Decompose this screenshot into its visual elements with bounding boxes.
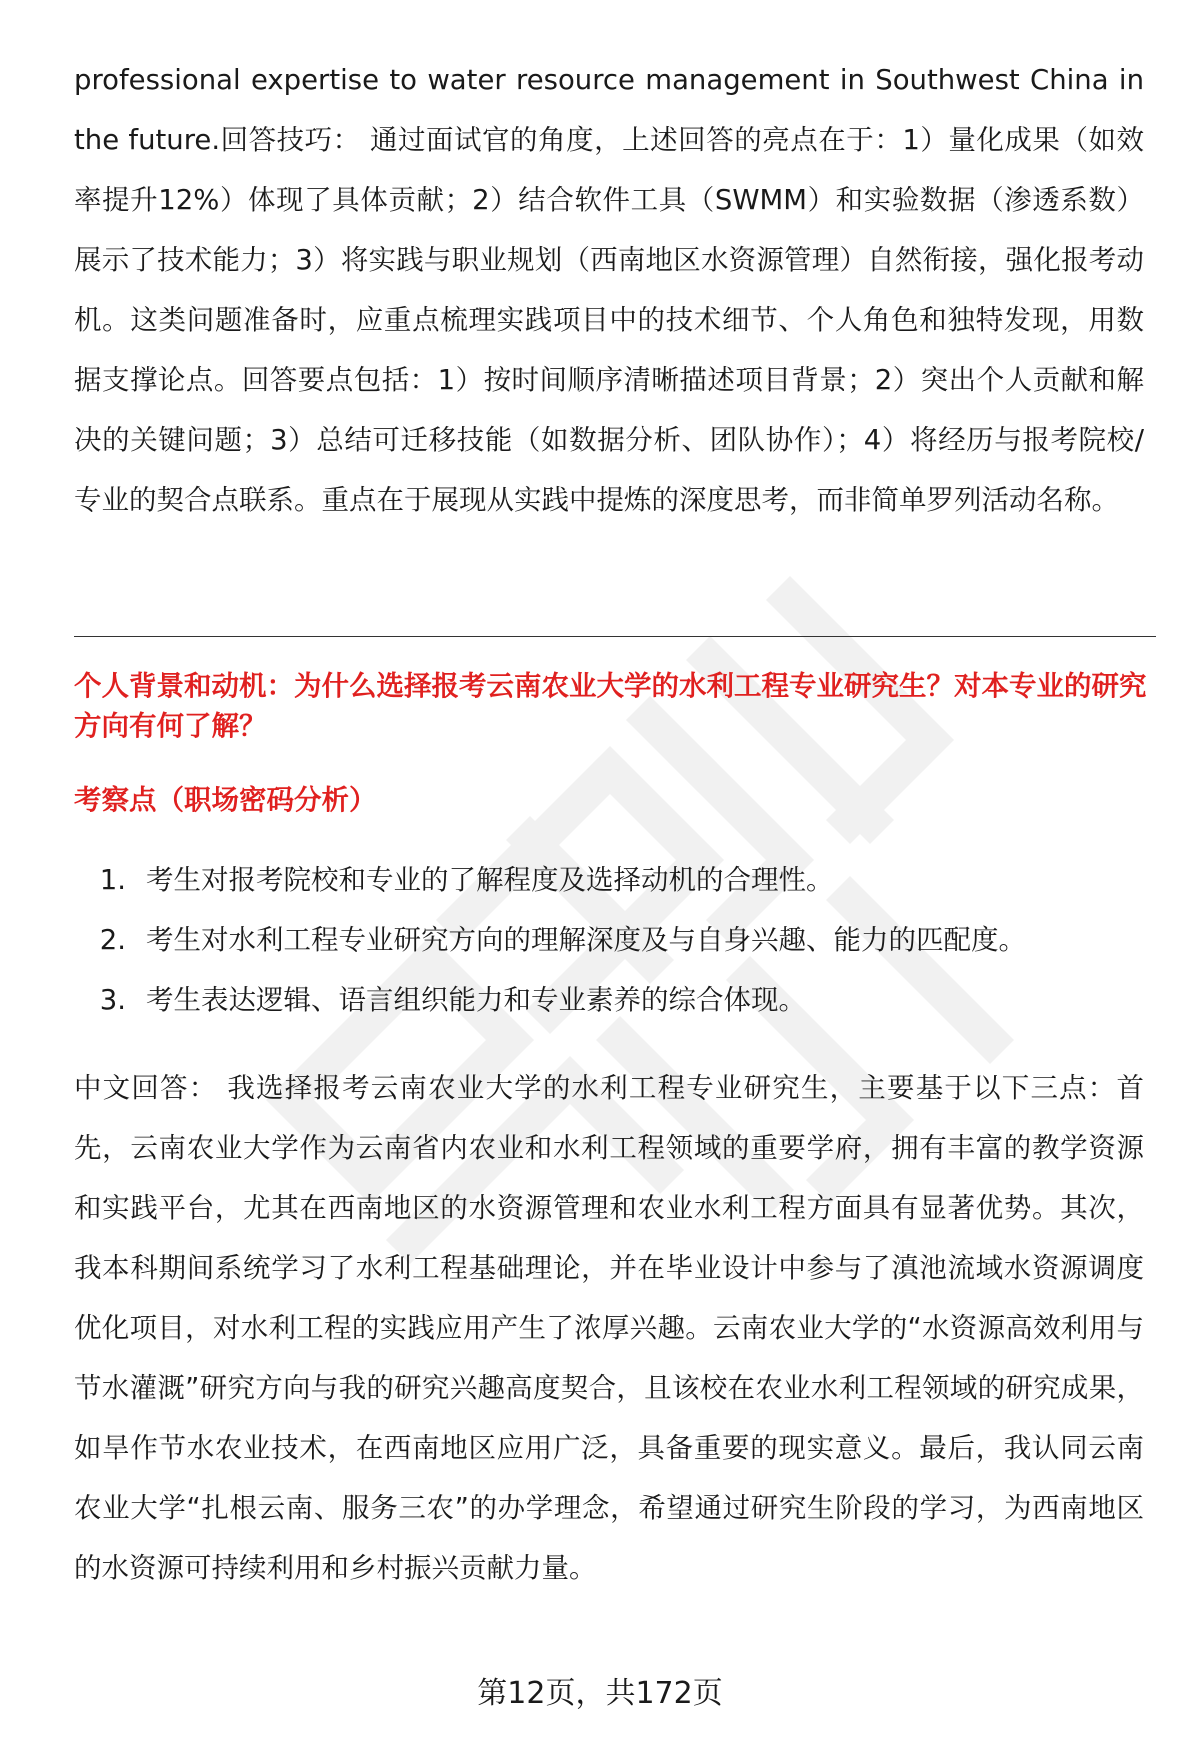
list-item-number: 1. — [99, 864, 126, 896]
list-item — [74, 970, 1156, 1030]
assessment-points-list — [74, 850, 1156, 1030]
list-item-text: 考生对报考院校和专业的了解程度及选择动机的合理性。 — [146, 864, 834, 896]
page-number-footer: 第12页，共172页 — [477, 1676, 723, 1711]
assessment-points-heading: 考察点（职场密码分析） — [74, 784, 377, 816]
question-heading: 个人背景和动机：为什么选择报考云南农业大学的水利工程专业研究生？对本专业的研究方向有何了解？ — [74, 670, 1147, 742]
section-divider — [74, 636, 1156, 637]
list-item-text: 考生表达逻辑、语言组织能力和专业素养的综合体现。 — [146, 984, 806, 1016]
list-item-text: 考生对水利工程专业研究方向的理解深度及与自身兴趣、能力的匹配度。 — [146, 924, 1026, 956]
answer-paragraph: 中文回答： 我选择报考云南农业大学的水利工程专业研究生，主要基于以下三点：首先，云南农业大学作为云南省内农业和水利工程领域的重要学府，拥有丰富的教学资源和实践平台，尤其在西南地区的水资源管理和农业水利工程方面具有显著优势。其次，我本科期间系统学习了水利工程基础理论，并在毕业设计中参与了滇池流域水资源调度优化项目，对水利工程的实践应用产生了浓厚兴趣。云南农业大学的“水资源高效利用与节水灌溉”研究方向与我的研究兴趣高度契合，且该校在农业水利工程领域的研究成果，如旱作节水农业技术，在西南地区应用广泛，具备重要的现实意义。最后，我认同云南农业大学“扎根云南、服务三农”的办学理念，希望通过研究生阶段的学习，为西南地区的水资源可持续利用和乡村振兴贡献力量。 — [74, 1072, 1144, 1584]
list-item — [74, 850, 1156, 910]
intro-paragraph: professional expertise to water resource management in Southwest China in the future.回答技巧： 通过面试官的角度，上述回答的亮点在于：1）量化成果（如效率提升12%）体现了具体贡献；2）结合软件工具（SWMM）和实验数据（渗透系数）展示了技术能力；3）将实践与职业规划（西南地区水资源管理）自然衔接，强化报考动机。这类问题准备时，应重点梳理实践项目中的技术细节、个人角色和独特发现，用数据支撑论点。回答要点包括：1）按时间顺序清晰描述项目背景；2）突出个人贡献和解决的关键问题；3）总结可迁移技能（如数据分析、团队协作）；4）将经历与报考院校/专业的契合点联系。重点在于展现从实践中提炼的深度思考，而非简单罗列活动名称。 — [74, 64, 1144, 516]
list-item-number: 3. — [99, 984, 126, 1016]
list-item-number: 2. — [99, 924, 126, 956]
list-item — [74, 910, 1156, 970]
